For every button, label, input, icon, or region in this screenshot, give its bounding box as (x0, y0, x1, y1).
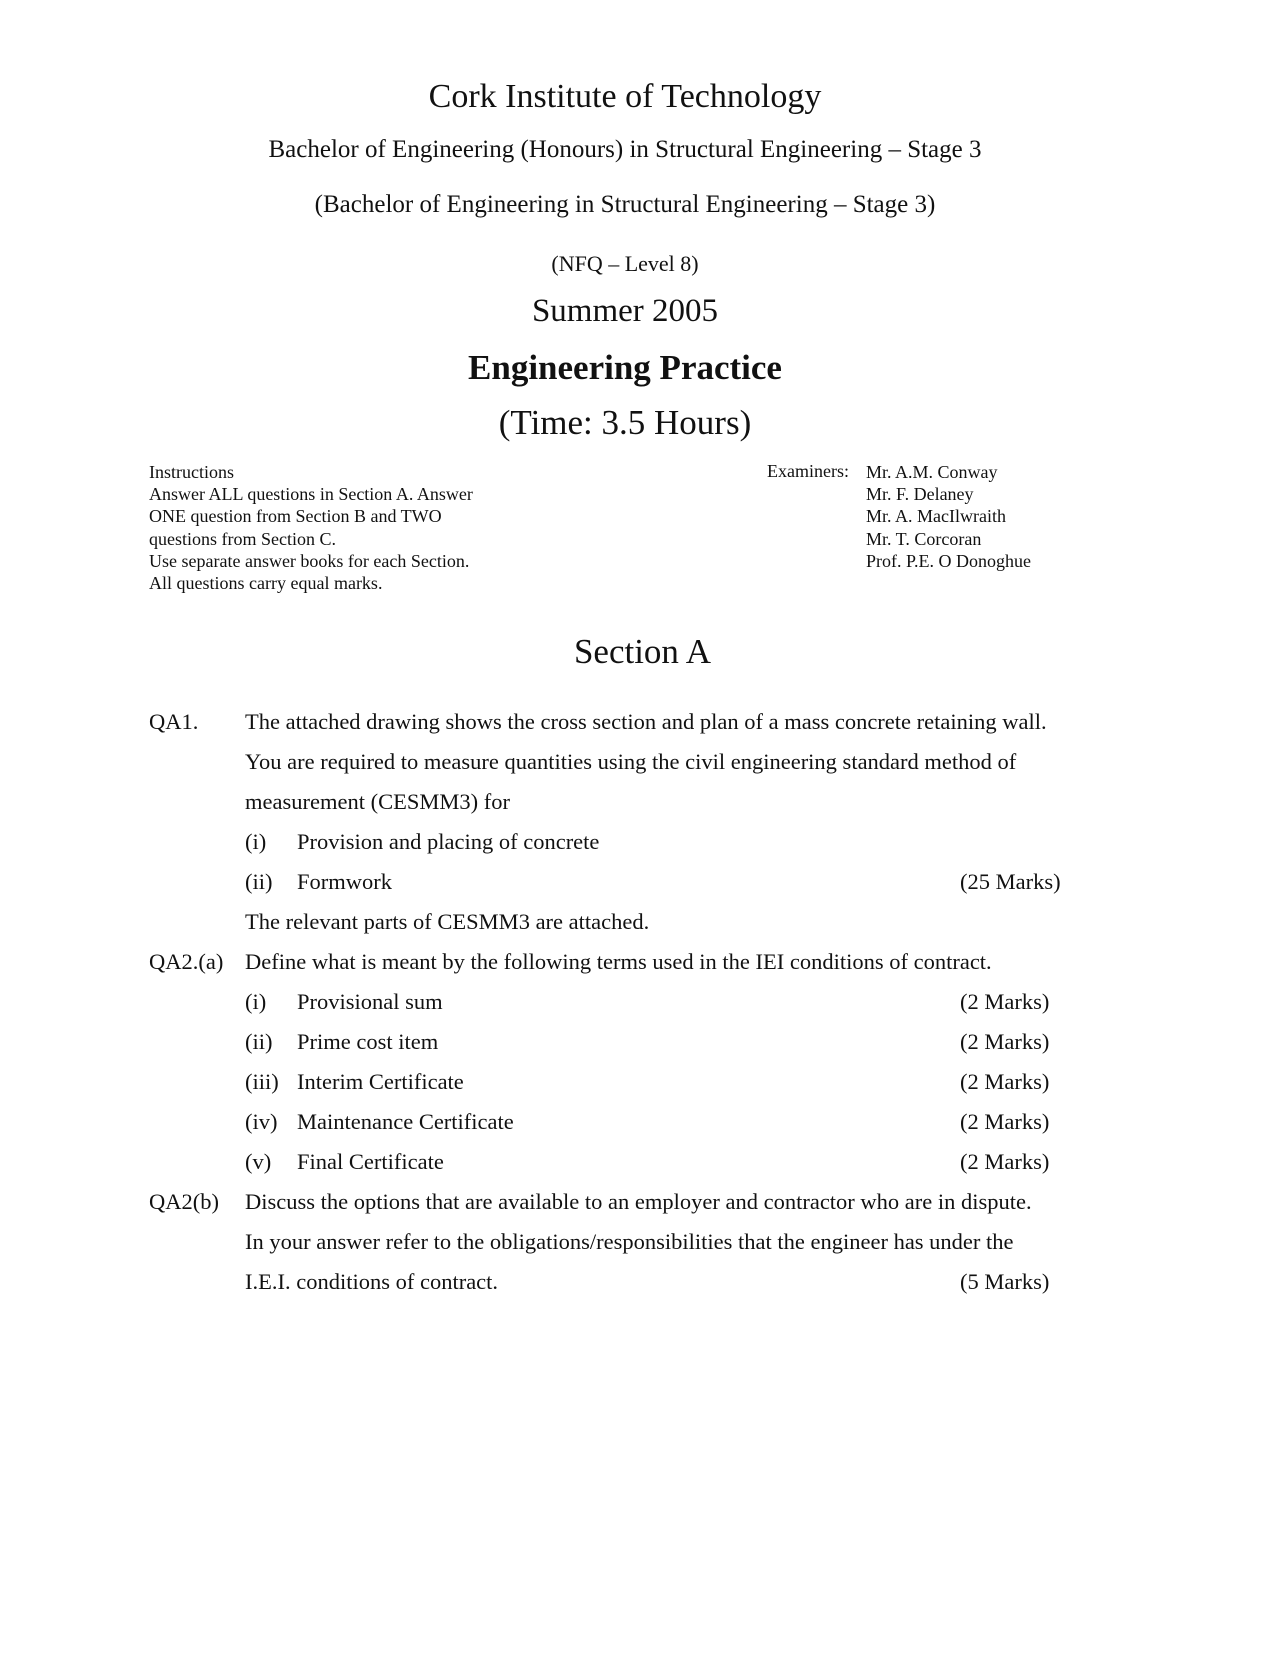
item-marks: (2 Marks) (960, 1149, 1050, 1174)
instructions-block (149, 461, 473, 594)
qa2b-text-line: In your answer refer to the obligations/responsibilities that the engineer has under the (245, 1229, 1014, 1254)
item-marks: (2 Marks) (960, 989, 1050, 1014)
item-text: Provisional sum (297, 989, 443, 1014)
examiner-name: Mr. T. Corcoran (866, 528, 982, 549)
examiners-list (866, 461, 1031, 572)
question-label-qa2b: QA2(b) (149, 1189, 219, 1214)
question-label-qa2a: QA2.(a) (149, 949, 224, 974)
qa1-note: The relevant parts of CESMM3 are attached. (245, 909, 650, 934)
question-label-qa1: QA1. (149, 709, 199, 734)
item-text: Maintenance Certificate (297, 1109, 514, 1134)
section-title: Section A (573, 632, 712, 671)
exam-session: Summer 2005 (531, 293, 719, 329)
programme-title: Bachelor of Engineering (Honours) in Structural Engineering – Stage 3 (268, 136, 982, 163)
item-text: Interim Certificate (297, 1069, 464, 1094)
item-number: (i) (245, 829, 267, 854)
examiner-name: Prof. P.E. O Donoghue (866, 550, 1031, 571)
qa1-text-line: You are required to measure quantities using the civil engineering standard method of (245, 749, 1017, 774)
item-marks: (5 Marks) (960, 1269, 1050, 1294)
item-text: Final Certificate (297, 1149, 444, 1174)
examiner-name: Mr. A. MacIlwraith (866, 506, 1006, 527)
item-marks: (2 Marks) (960, 1109, 1050, 1134)
qa1-text-line: measurement (CESMM3) for (245, 789, 510, 814)
exam-duration: (Time: 3.5 Hours) (498, 403, 752, 442)
instructions-line: ONE question from Section B and TWO (149, 506, 442, 527)
instructions-line: Use separate answer books for each Section. (149, 550, 470, 571)
subject-title: Engineering Practice (468, 348, 782, 387)
item-number: (ii) (245, 1029, 273, 1054)
qa2b-text-line: Discuss the options that are available to an employer and contractor who are in dispute. (245, 1189, 1032, 1214)
item-number: (i) (245, 989, 267, 1014)
programme-alt-title: (Bachelor of Engineering in Structural Engineering – Stage 3) (314, 191, 936, 218)
item-text: Formwork (297, 869, 392, 894)
instructions-line: questions from Section C. (149, 528, 336, 549)
examiners-label: Examiners: (767, 461, 849, 481)
institute-title: Cork Institute of Technology (428, 78, 822, 115)
qa2a-text: Define what is meant by the following terms used in the IEI conditions of contract. (245, 949, 992, 974)
instructions-line: Answer ALL questions in Section A. Answer (149, 484, 473, 505)
qa1-text-line: The attached drawing shows the cross section and plan of a mass concrete retaining wall. (245, 709, 1047, 734)
examiner-name: Mr. A.M. Conway (866, 462, 998, 482)
item-marks: (2 Marks) (960, 1069, 1050, 1094)
item-number: (iii) (245, 1069, 279, 1094)
item-number: (iv) (245, 1109, 278, 1134)
item-text: Provision and placing of concrete (297, 829, 600, 854)
item-text: Prime cost item (297, 1029, 439, 1054)
item-number: (ii) (245, 869, 273, 894)
qa2b-text-line: I.E.I. conditions of contract. (245, 1269, 499, 1294)
nfq-level: (NFQ – Level 8) (551, 251, 699, 276)
instructions-line: All questions carry equal marks. (149, 573, 383, 594)
examiner-name: Mr. F. Delaney (866, 484, 974, 505)
item-marks: (2 Marks) (960, 1029, 1050, 1054)
item-marks: (25 Marks) (960, 869, 1061, 894)
instructions-heading: Instructions (149, 462, 234, 482)
item-number: (v) (245, 1149, 272, 1174)
